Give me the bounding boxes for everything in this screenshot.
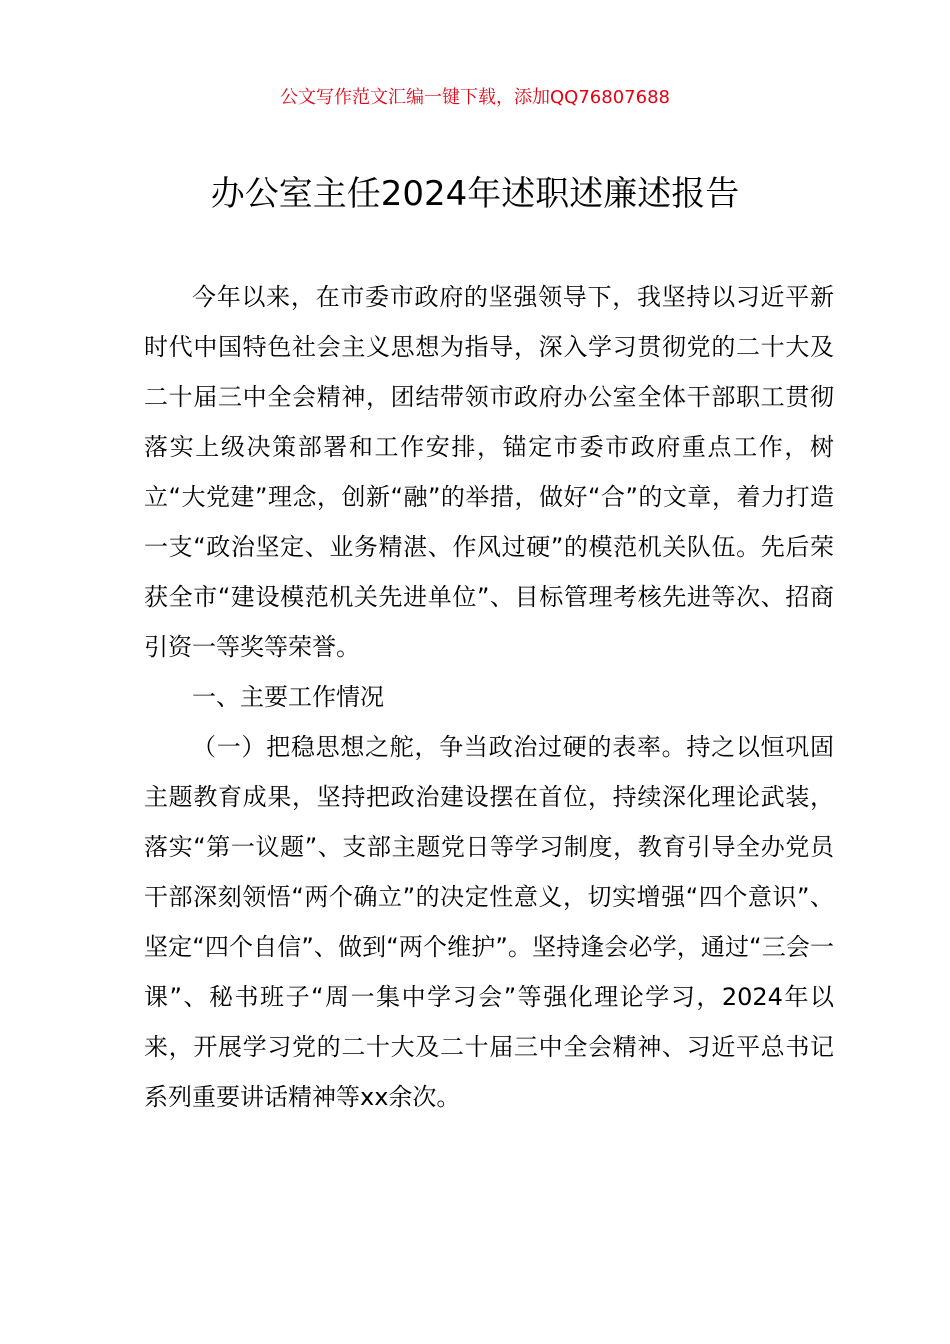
intro-paragraph: 今年以来，在市委市政府的坚强领导下，我坚持以习近平新时代中国特色社会主义思想为指导，深入学习贯彻党的二十大及二十届三中全会精神，团结带领市政府办公室全体干部职工贯彻落实上级决策部署和工作安排，锚定市委市政府重点工作，树立“大党建”理念，创新“融”的举措，做好“合”的文章，着力打造一支“政治坚定、业务精湛、作风过硬”的模范机关队伍。先后荣获全市“建设模范机关先进单位”、目标管理考核先进等次、招商引资一等奖等荣誉。 (144, 283, 834, 661)
document-body (144, 272, 834, 1122)
section-heading: 一、主要工作情况 (192, 683, 384, 711)
section-paragraph: （一）把稳思想之舵，争当政治过硬的表率。持之以恒巩固主题教育成果，坚持把政治建设摆在首位，持续深化理论武装，落实“第一议题”、支部主题党日等学习制度，教育引导全办党员干部深刻领悟“两个确立”的决定性意义，切实增强“四个意识”、坚定“四个自信”、做到“两个维护”。坚持逢会必学，通过“三会一课”、秘书班子“周一集中学习会”等强化理论学习，2024年以来，开展学习党的二十大及二十届三中全会精神、习近平总书记系列重要讲话精神等xx余次。 (144, 733, 834, 1111)
promo-banner: 公文写作范文汇编一键下载，添加QQ76807688 (280, 87, 670, 108)
document-title: 办公室主任2024年述职述廉述报告 (210, 174, 740, 214)
